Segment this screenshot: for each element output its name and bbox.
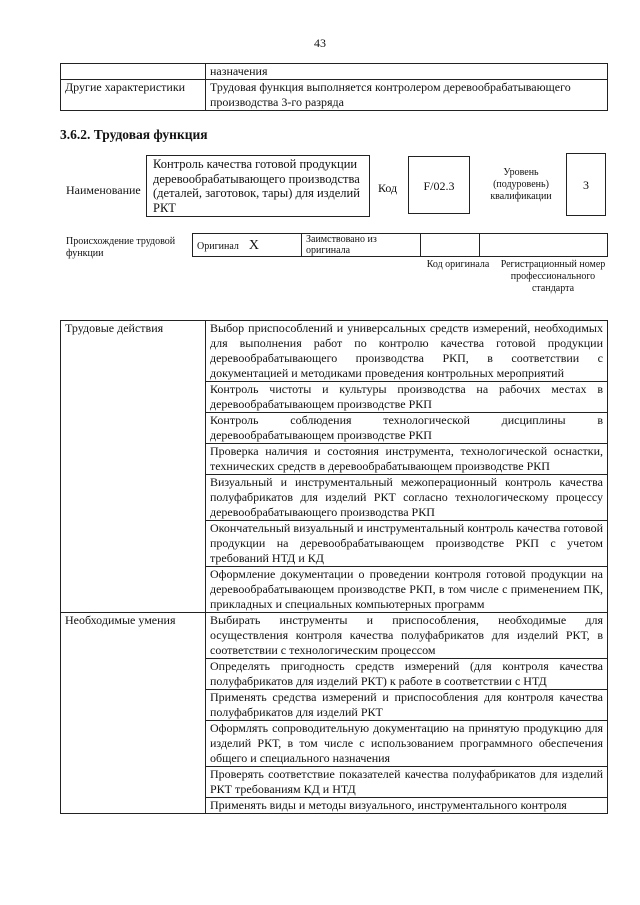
code-original-cell bbox=[421, 234, 480, 257]
code-original-caption: Код оригинала bbox=[426, 259, 490, 270]
origin-table bbox=[192, 233, 608, 257]
borrowed-label: Заимствовано из оригинала bbox=[302, 234, 421, 257]
qualification-level-label: Уровень (подуровень) квалификации bbox=[490, 167, 552, 202]
table-row bbox=[61, 80, 608, 111]
table-row bbox=[61, 613, 608, 659]
labor-action-item: Выбор приспособлений и универсальных средств измерений, необходимых для выполнения работ по контролю качества готовой продукции деревообрабатывающего производства РКП, в соответствии с документацией и методиками проведения контрольных мероприятий bbox=[206, 321, 608, 382]
table-cell-value: назначения bbox=[206, 64, 608, 80]
skill-item: Применять виды и методы визуального, инструментального контроля bbox=[206, 798, 608, 814]
skill-item: Оформлять сопроводительную документацию на принятую продукцию для изделий РКТ, в том числе с использованием программного обеспечения общего и специального назначения bbox=[206, 721, 608, 767]
original-label: Оригинал bbox=[197, 241, 239, 252]
skill-item: Выбирать инструменты и приспособления, необходимые для осуществления контроля качества полуфабрикатов для изделий РКТ, в соответствии с технологическим процессом bbox=[206, 613, 608, 659]
original-mark: X bbox=[248, 238, 260, 253]
skill-item: Определять пригодность средств измерений (для контроля качества полуфабрикатов для изделий РКТ) к работе в соответствии с НТД bbox=[206, 659, 608, 690]
qualification-level-value: 3 bbox=[566, 153, 606, 216]
page-number: 43 bbox=[314, 36, 326, 50]
origin-label: Происхождение трудовой функции bbox=[66, 236, 176, 259]
reg-number-cell bbox=[480, 234, 608, 257]
labor-action-label: Трудовые действия bbox=[61, 321, 206, 613]
table-row bbox=[61, 64, 608, 80]
table-cell-label bbox=[61, 64, 206, 80]
labor-action-item: Визуальный и инструментальный межоперационный контроль качества полуфабрикатов для изделий РКТ согласно технологическому процессу деревообрабатывающего производства РКП bbox=[206, 475, 608, 521]
labor-action-item: Окончательный визуальный и инструментальный контроль качества готовой продукции на деревообрабатывающем производстве РКП с учетом требований НТД и КД bbox=[206, 521, 608, 567]
skill-label: Необходимые умения bbox=[61, 613, 206, 814]
top-characteristics-table bbox=[60, 63, 608, 111]
other-characteristics-label: Другие характеристики bbox=[61, 80, 206, 111]
reg-number-caption: Регистрационный номер профессионального стандарта bbox=[500, 259, 606, 294]
section-title: 3.6.2. Трудовая функция bbox=[60, 127, 208, 142]
labor-action-item: Оформление документации о проведении контроля готовой продукции на деревообрабатывающем производстве РКП, в том числе с применением ПК, прикладных и специальных компьютерных программ bbox=[206, 567, 608, 613]
labor-action-item: Контроль чистоты и культуры производства на рабочих местах в деревообрабатывающем производстве РКП bbox=[206, 382, 608, 413]
code-label: Код bbox=[378, 181, 398, 195]
origin-original-cell bbox=[193, 234, 302, 257]
name-value: Контроль качества готовой продукции деревообрабатывающего производства (деталей, заготовок, тары) для изделий РКТ bbox=[146, 155, 370, 217]
name-label: Наименование bbox=[66, 183, 141, 197]
labor-function-table bbox=[60, 320, 608, 814]
skill-item: Проверять соответствие показателей качества полуфабрикатов для изделий РКТ требованиям КД и НТД bbox=[206, 767, 608, 798]
labor-action-item: Контроль соблюдения технологической дисциплины в деревообрабатывающем производстве РКП bbox=[206, 413, 608, 444]
other-characteristics-value: Трудовая функция выполняется контролером деревообрабатывающего производства 3-го разряда bbox=[206, 80, 608, 111]
code-value: F/02.3 bbox=[408, 156, 470, 214]
table-row bbox=[61, 321, 608, 382]
labor-action-item: Проверка наличия и состояния инструмента, технологической оснастки, технических средств в деревообрабатывающем производстве РКП bbox=[206, 444, 608, 475]
skill-item: Применять средства измерений и приспособления для контроля качества полуфабрикатов для изделий РКТ bbox=[206, 690, 608, 721]
